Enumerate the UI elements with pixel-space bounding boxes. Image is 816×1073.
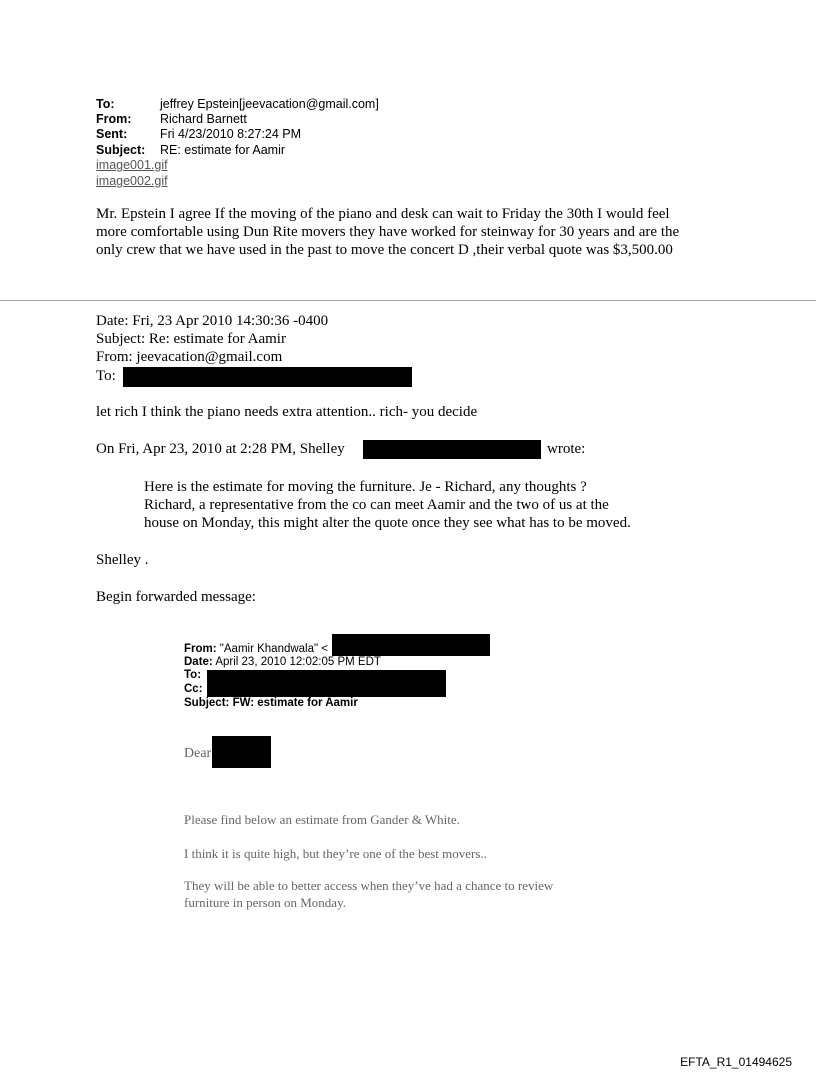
reply-line: only crew that we have used in the past to move the concert D ,their verbal quote was $3,500.00 [96,242,673,258]
redaction-block [332,634,490,656]
header-subject-label: Subject: [96,143,146,157]
fwd-from-label: From: [184,643,217,655]
fwd-from-value: "Aamir Khandwala" < [219,643,329,655]
header-from-value: Richard Barnett [160,112,247,126]
redaction-block [123,367,412,387]
quoted-date: Date: Fri, 23 Apr 2010 14:30:36 -0400 [96,313,329,329]
header-subject-value: RE: estimate for Aamir [160,143,286,157]
greeting: Dear [184,746,212,761]
attachment-link[interactable]: image002.gif [96,174,168,188]
header-to-label: To: [96,97,115,111]
fwd-paragraph: They will be able to better access when they’ve had a chance to review [184,878,554,893]
indented-line: house on Monday, this might alter the quote once they see what has to be moved. [144,515,631,531]
fwd-from-row [184,643,328,656]
quoted-subject: Subject: Re: estimate for Aamir [96,331,286,347]
fwd-cc-row [184,683,203,696]
forwarded-label: Begin forwarded message: [96,589,256,605]
signoff: Shelley . [96,552,149,568]
attachment-link[interactable]: image001.gif [96,158,168,172]
on-date-prefix: On Fri, Apr 23, 2010 at 2:28 PM, Shelley [96,441,345,457]
fwd-to-row [184,669,201,682]
fwd-subject-label: Subject: [184,697,230,709]
fwd-paragraph: I think it is quite high, but they’re one of the best movers.. [184,846,487,861]
header-sent-label: Sent: [96,127,128,141]
fwd-paragraph: Please find below an estimate from Gander & White. [184,812,460,827]
quoted-line: let rich I think the piano needs extra attention.. rich- you decide [96,404,478,420]
redaction-block [212,736,271,768]
indented-line: Richard, a representative from the co can meet Aamir and the two of us at the [144,497,609,513]
redaction-block [363,440,541,459]
fwd-date-row [184,656,381,669]
fwd-paragraph: furniture in person on Monday. [184,895,346,910]
fwd-to-label: To: [184,669,202,681]
reply-line: Mr. Epstein I agree If the moving of the piano and desk can wait to Friday the 30th I would feel [96,206,670,222]
header-sent-value: Fri 4/23/2010 8:27:24 PM [160,127,302,141]
fwd-subject-value: FW: estimate for Aamir [232,697,358,709]
document-id: EFTA_R1_01494625 [680,1055,792,1069]
quoted-from: From: jeevacation@gmail.com [96,349,283,365]
header-from-label: From: [96,112,132,126]
on-date-suffix: wrote: [547,441,586,457]
fwd-cc-label: Cc: [184,683,203,695]
header-to-value: jeffrey Epstein[jeevacation@gmail.com] [160,97,379,111]
fwd-date-label: Date: [184,656,213,668]
divider [0,300,816,301]
quoted-to: To: [96,368,116,384]
redaction-block [207,670,446,697]
fwd-subject-row [184,697,358,710]
indented-line: Here is the estimate for moving the furniture. Je - Richard, any thoughts ? [144,479,587,495]
reply-line: more comfortable using Dun Rite movers they have worked for steinway for 30 years and are the [96,224,680,240]
fwd-date-value: April 23, 2010 12:02:05 PM EDT [215,656,381,668]
